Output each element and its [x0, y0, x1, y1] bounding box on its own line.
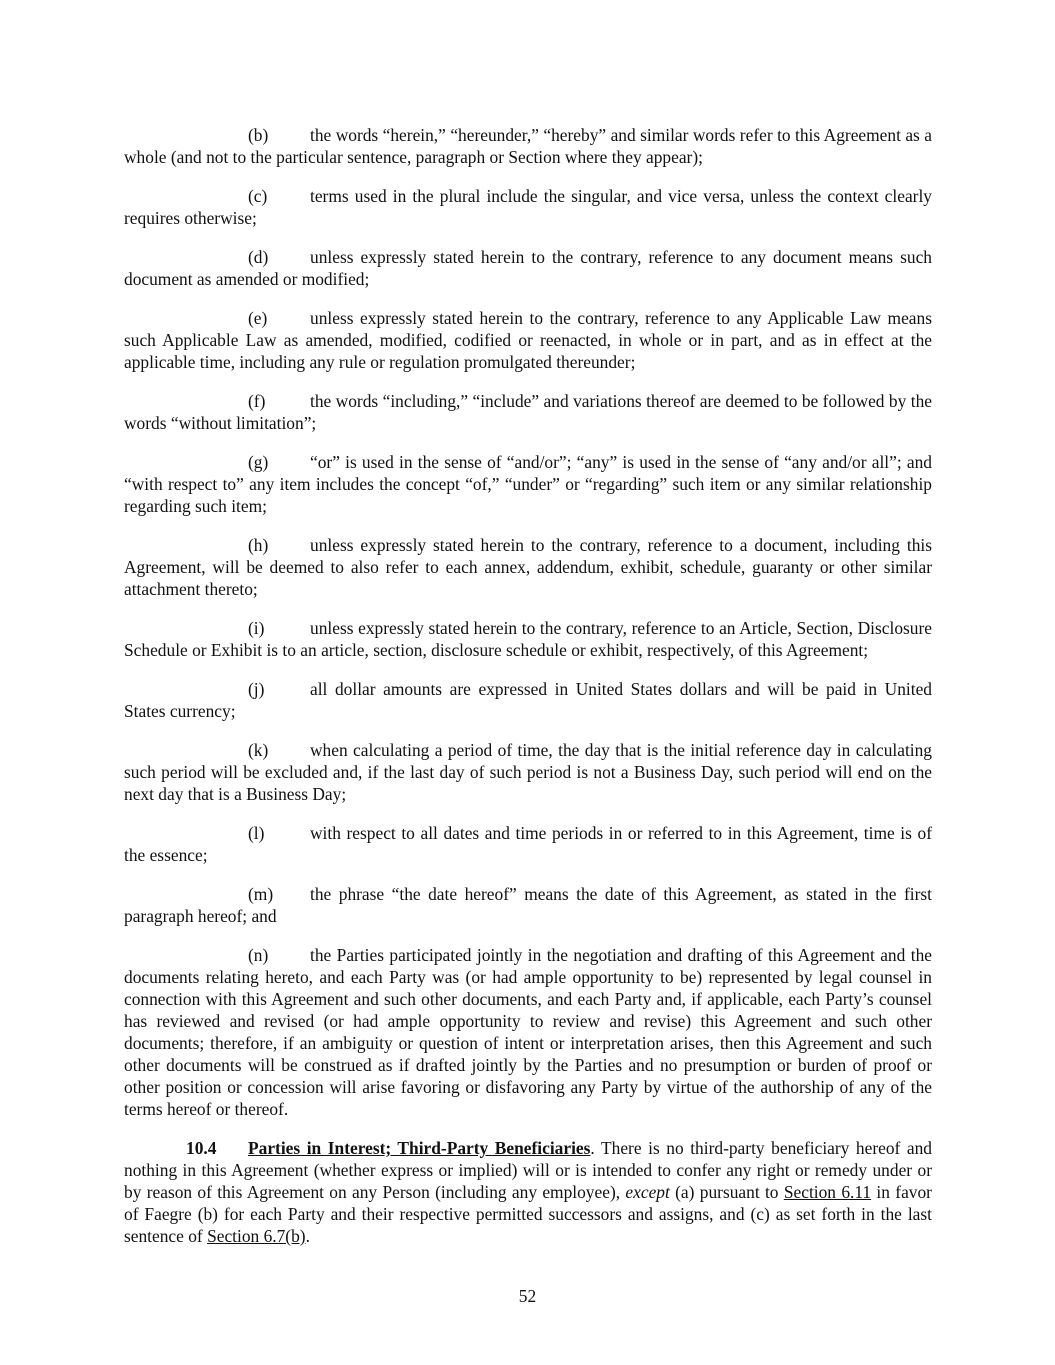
clause-marker: (g) [248, 452, 269, 472]
clause-marker: (m) [248, 884, 274, 904]
clause-text: unless expressly stated herein to the contrary, reference to an Article, Section, Disclosure Schedule or Exhibit is to an article, section, disclosure schedule or exhibit, respectively, of this Agreement; [124, 618, 932, 660]
clause-marker: (f) [248, 391, 266, 411]
clause-marker: (n) [248, 945, 269, 965]
clause-text: the words “including,” “include” and variations thereof are deemed to be followed by the words “without limitation”; [124, 391, 932, 433]
section-text: . There is no third-party beneficiary hereof and nothing in this Agreement (whether express or implied) will or is intended to confer any right or remedy under or by reason of this Agreement on any Person (including any employee), [124, 1138, 932, 1202]
clause-text: all dollar amounts are expressed in United States dollars and will be paid in United States currency; [124, 679, 932, 721]
section-text: . [305, 1226, 310, 1246]
clause-item [124, 822, 932, 866]
clause-marker: (j) [248, 679, 265, 699]
clause-text: when calculating a period of time, the day that is the initial reference day in calculating such period will be excluded and, if the last day of such period is not a Business Day, such period will end on the next day that is a Business Day; [124, 740, 932, 804]
clause-item [124, 124, 932, 168]
clause-item [124, 617, 932, 661]
clause-item [124, 185, 932, 229]
clause-marker: (d) [248, 247, 269, 267]
section-reference-link[interactable]: Section 6.11 [783, 1182, 872, 1202]
page-number: 52 [518, 1286, 537, 1306]
clause-marker: (l) [248, 823, 265, 843]
clause-marker: (i) [248, 618, 265, 638]
section-number: 10.4 [186, 1138, 217, 1158]
section-emphasis: except [625, 1182, 670, 1202]
clause-marker: (b) [248, 125, 269, 145]
clause-item [124, 307, 932, 373]
section-title: Parties in Interest; Third-Party Beneficiaries [248, 1138, 591, 1158]
clause-item [124, 678, 932, 722]
clause-item [124, 883, 932, 927]
clause-item [124, 534, 932, 600]
clause-item [124, 390, 932, 434]
clause-text: unless expressly stated herein to the contrary, reference to any Applicable Law means such Applicable Law as amended, modified, codified or reenacted, in whole or in part, and as in effect at the applicable time, including any rule or regulation promulgated thereunder; [124, 308, 932, 372]
clause-text: the words “herein,” “hereunder,” “hereby” and similar words refer to this Agreement as a whole (and not to the particular sentence, paragraph or Section where they appear); [124, 125, 932, 167]
clause-item [124, 246, 932, 290]
clause-text: unless expressly stated herein to the contrary, reference to a document, including this Agreement, will be deemed to also refer to each annex, addendum, exhibit, schedule, guaranty or other similar attachment thereto; [124, 535, 932, 599]
clause-list [124, 124, 932, 1120]
clause-marker: (e) [248, 308, 268, 328]
clause-text: “or” is used in the sense of “and/or”; “any” is used in the sense of “any and/or all”; and “with respect to” any item includes the concept “of,” “under” or “regarding” such item or any similar relationship regarding such item; [124, 452, 932, 516]
clause-text: terms used in the plural include the singular, and vice versa, unless the context clearly requires otherwise; [124, 186, 932, 228]
clause-item [124, 451, 932, 517]
section-reference-link[interactable]: Section 6.7(b) [207, 1226, 306, 1246]
section-10-4 [124, 1137, 932, 1247]
clause-item [124, 944, 932, 1120]
clause-marker: (h) [248, 535, 269, 555]
clause-marker: (k) [248, 740, 269, 760]
document-page [124, 124, 932, 1247]
clause-text: unless expressly stated herein to the contrary, reference to any document means such document as amended or modified; [124, 247, 932, 289]
clause-marker: (c) [248, 186, 268, 206]
section-text: in favor of Faegre (b) for each Party and their respective permitted successors and assigns, and (c) as set forth in the last sentence of [124, 1182, 932, 1246]
clause-text: the Parties participated jointly in the negotiation and drafting of this Agreement and the documents relating hereto, and each Party was (or had ample opportunity to be) represented by legal counsel in connection with this Agreement and such other documents, and each Party and, if applicable, each Party’s counsel has reviewed and revised (or had ample opportunity to review and revise) this Agreement and such other documents; therefore, if an ambiguity or question of intent or interpretation arises, then this Agreement and such other documents will be construed as if drafted jointly by the Parties and no presumption or burden of proof or other position or concession will arise favoring or disfavoring any Party by virtue of the authorship of any of the terms hereof or thereof. [124, 945, 932, 1119]
section-text: (a) pursuant to [669, 1182, 784, 1202]
clause-text: the phrase “the date hereof” means the date of this Agreement, as stated in the first paragraph hereof; and [124, 884, 932, 926]
clause-text: with respect to all dates and time periods in or referred to in this Agreement, time is of the essence; [124, 823, 932, 865]
clause-item [124, 739, 932, 805]
